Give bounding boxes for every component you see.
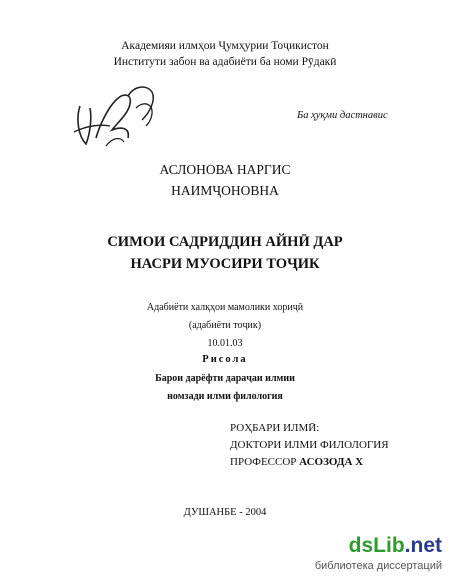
watermark-tagline: библиотека диссертаций (314, 560, 442, 572)
supervisor-title-name (230, 456, 363, 468)
specialty-code: 10.01.03 (207, 338, 243, 349)
watermark-logo-prefix: dsLib (348, 534, 405, 557)
site-watermark (316, 532, 446, 578)
thesis-title-line-1: СИМОИ САДРИДДИН АЙНӢ ДАР (107, 234, 343, 250)
specialty-subfield: (адабиёти тоҷик) (188, 320, 262, 331)
supervisor-name: АСОЗОДА Х (299, 456, 364, 468)
supervisor-degree: ДОКТОРИ ИЛМИ ФИЛОЛОГИЯ (230, 439, 389, 451)
manuscript-rights-note: Ба ҳуқми дастнавис (297, 110, 388, 121)
degree-purpose: Барои дарёфти дараҷаи илмии (155, 373, 295, 384)
supervisor-label: РОҲБАРИ ИЛМӢ: (230, 422, 320, 434)
document-type: Рисола (202, 354, 248, 365)
supervisor-rank: ПРОФЕССОР (230, 456, 300, 468)
institution-institute: Институти забон ва адабиёти ба номи Рӯдакӣ (113, 56, 337, 68)
city-year: ДУШАНБЕ - 2004 (183, 507, 267, 518)
degree-name: номзади илми филология (167, 391, 283, 402)
watermark-logo-suffix: .net (404, 534, 442, 557)
author-patronymic: НАИМҶОНОВНА (171, 183, 279, 198)
institution-academy: Академияи илмҳои Ҷумҳурии Тоҷикистон (121, 40, 329, 52)
author-name: АСЛОНОВА НАРГИС (159, 162, 291, 177)
handwritten-signature (66, 78, 166, 160)
specialty-name: Адабиёти халқҳои мамолики хориҷӣ (146, 302, 304, 313)
thesis-title-line-2: НАСРИ МУОСИРИ ТОҶИК (130, 256, 320, 272)
watermark-logo (349, 534, 442, 558)
